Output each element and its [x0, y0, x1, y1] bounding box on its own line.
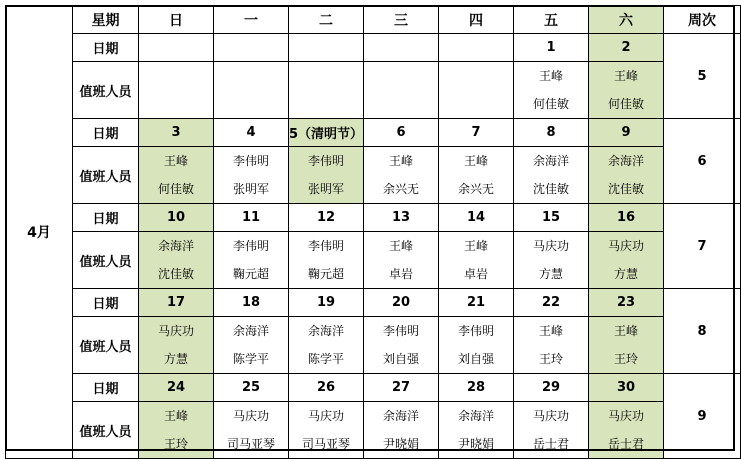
date-cell: 20 [364, 289, 439, 317]
date-cell: 3 [139, 119, 214, 147]
duty-person-secondary: 陈学平 [232, 352, 269, 366]
duty-person-primary: 余海洋 [532, 154, 569, 168]
duty-person-secondary: 何佳敏 [532, 97, 569, 111]
duty-person-secondary: 王玲 [613, 352, 638, 366]
staff-row-label: 值班人员 [73, 62, 139, 119]
duty-person-secondary: 王玲 [163, 437, 188, 451]
date-cell: 8 [514, 119, 589, 147]
date-cell: 7 [439, 119, 514, 147]
day-header-sat: 六 [589, 6, 664, 34]
date-cell: 19 [289, 289, 364, 317]
duty-person-secondary: 张明军 [307, 182, 344, 196]
duty-person-primary: 王峰 [163, 409, 188, 423]
duty-person-secondary: 岳士君 [607, 437, 644, 451]
duty-person-primary: 马庆功 [607, 239, 644, 253]
duty-person-primary: 王峰 [388, 154, 413, 168]
duty-person-primary: 王峰 [538, 324, 563, 338]
date-cell: 22 [514, 289, 589, 317]
date-cell: 24 [139, 374, 214, 402]
date-cell: 23 [589, 289, 664, 317]
date-cell: 11 [214, 204, 289, 232]
duty-person-secondary: 王玲 [538, 352, 563, 366]
date-cell: 14 [439, 204, 514, 232]
duty-person-primary: 余海洋 [307, 324, 344, 338]
duty-person-secondary: 司马亚琴 [226, 437, 275, 451]
date-cell: 12 [289, 204, 364, 232]
duty-person-primary: 余海洋 [607, 154, 644, 168]
date-cell: 27 [364, 374, 439, 402]
duty-person-secondary: 鞠元超 [232, 267, 269, 281]
date-cell: 26 [289, 374, 364, 402]
date-row-label: 日期 [73, 374, 139, 402]
duty-person-secondary: 尹晓娟 [457, 437, 494, 451]
duty-person-primary: 李伟明 [307, 154, 344, 168]
duty-person-primary: 王峰 [538, 69, 563, 83]
date-row-label: 日期 [73, 289, 139, 317]
week-number-header: 周次 [664, 6, 741, 34]
duty-person-secondary: 卓岩 [463, 267, 488, 281]
staff-row-label: 值班人员 [73, 317, 139, 374]
date-cell: 1 [514, 34, 589, 62]
duty-person-primary: 马庆功 [307, 409, 344, 423]
outer-frame [5, 5, 735, 451]
day-header-thu: 四 [439, 6, 514, 34]
duty-person-primary: 余海洋 [457, 409, 494, 423]
date-cell: 9 [589, 119, 664, 147]
duty-person-primary: 李伟明 [232, 239, 269, 253]
date-cell: 10 [139, 204, 214, 232]
day-header-tue: 二 [289, 6, 364, 34]
date-cell: 29 [514, 374, 589, 402]
duty-person-secondary: 司马亚琴 [301, 437, 350, 451]
date-cell: 28 [439, 374, 514, 402]
day-header-mon: 一 [214, 6, 289, 34]
duty-person-secondary: 张明军 [232, 182, 269, 196]
date-cell: 17 [139, 289, 214, 317]
duty-person-primary: 李伟明 [232, 154, 269, 168]
month-label: 4月 [6, 6, 73, 459]
date-cell: 18 [214, 289, 289, 317]
staff-row-label: 值班人员 [73, 232, 139, 289]
duty-person-primary: 余海洋 [382, 409, 419, 423]
duty-person-secondary: 沈佳敏 [157, 267, 194, 281]
date-cell: 6 [364, 119, 439, 147]
duty-person-secondary: 岳士君 [532, 437, 569, 451]
duty-person-primary: 王峰 [388, 239, 413, 253]
day-header-wed: 三 [364, 6, 439, 34]
date-cell: 25 [214, 374, 289, 402]
week-number: 5 [664, 34, 741, 119]
date-cell: 2 [589, 34, 664, 62]
date-cell: 13 [364, 204, 439, 232]
week-number: 6 [664, 119, 741, 204]
duty-person-primary: 马庆功 [157, 324, 194, 338]
duty-person-secondary: 尹晓娟 [382, 437, 419, 451]
date-cell: 16 [589, 204, 664, 232]
duty-person-secondary: 陈学平 [307, 352, 344, 366]
duty-person-primary: 余海洋 [232, 324, 269, 338]
duty-person-secondary: 余兴无 [457, 182, 494, 196]
date-row-label: 日期 [73, 119, 139, 147]
duty-person-primary: 王峰 [163, 154, 188, 168]
duty-person-secondary: 方慧 [538, 267, 563, 281]
day-header-fri: 五 [514, 6, 589, 34]
duty-person-primary: 王峰 [613, 324, 638, 338]
date-cell: 21 [439, 289, 514, 317]
date-cell: 30 [589, 374, 664, 402]
duty-person-secondary: 刘自强 [382, 352, 419, 366]
duty-person-secondary: 沈佳敏 [532, 182, 569, 196]
duty-person-primary: 李伟明 [307, 239, 344, 253]
duty-person-primary: 王峰 [613, 69, 638, 83]
duty-person-secondary: 方慧 [163, 352, 188, 366]
date-cell: 15 [514, 204, 589, 232]
duty-person-primary: 马庆功 [232, 409, 269, 423]
date-row-label: 日期 [73, 204, 139, 232]
duty-person-primary: 王峰 [463, 154, 488, 168]
date-cell: 4 [214, 119, 289, 147]
staff-row-label: 值班人员 [73, 402, 139, 459]
week-number: 8 [664, 289, 741, 374]
duty-person-primary: 马庆功 [607, 409, 644, 423]
day-header-sun: 日 [139, 6, 214, 34]
duty-person-primary: 李伟明 [457, 324, 494, 338]
staff-row-label: 值班人员 [73, 147, 139, 204]
duty-person-primary: 李伟明 [382, 324, 419, 338]
duty-person-secondary: 余兴无 [382, 182, 419, 196]
week-number: 7 [664, 204, 741, 289]
duty-person-primary: 马庆功 [532, 409, 569, 423]
duty-person-secondary: 沈佳敏 [607, 182, 644, 196]
weekday-header-label: 星期 [73, 6, 139, 34]
duty-person-primary: 王峰 [463, 239, 488, 253]
date-cell: 5（清明节） [289, 119, 364, 147]
duty-person-secondary: 何佳敏 [157, 182, 194, 196]
duty-person-secondary: 鞠元超 [307, 267, 344, 281]
date-row-label: 日期 [73, 34, 139, 62]
duty-person-primary: 余海洋 [157, 239, 194, 253]
duty-person-secondary: 卓岩 [388, 267, 413, 281]
duty-person-primary: 马庆功 [532, 239, 569, 253]
week-number: 9 [664, 374, 741, 459]
duty-person-secondary: 方慧 [613, 267, 638, 281]
duty-person-secondary: 何佳敏 [607, 97, 644, 111]
duty-person-secondary: 刘自强 [457, 352, 494, 366]
